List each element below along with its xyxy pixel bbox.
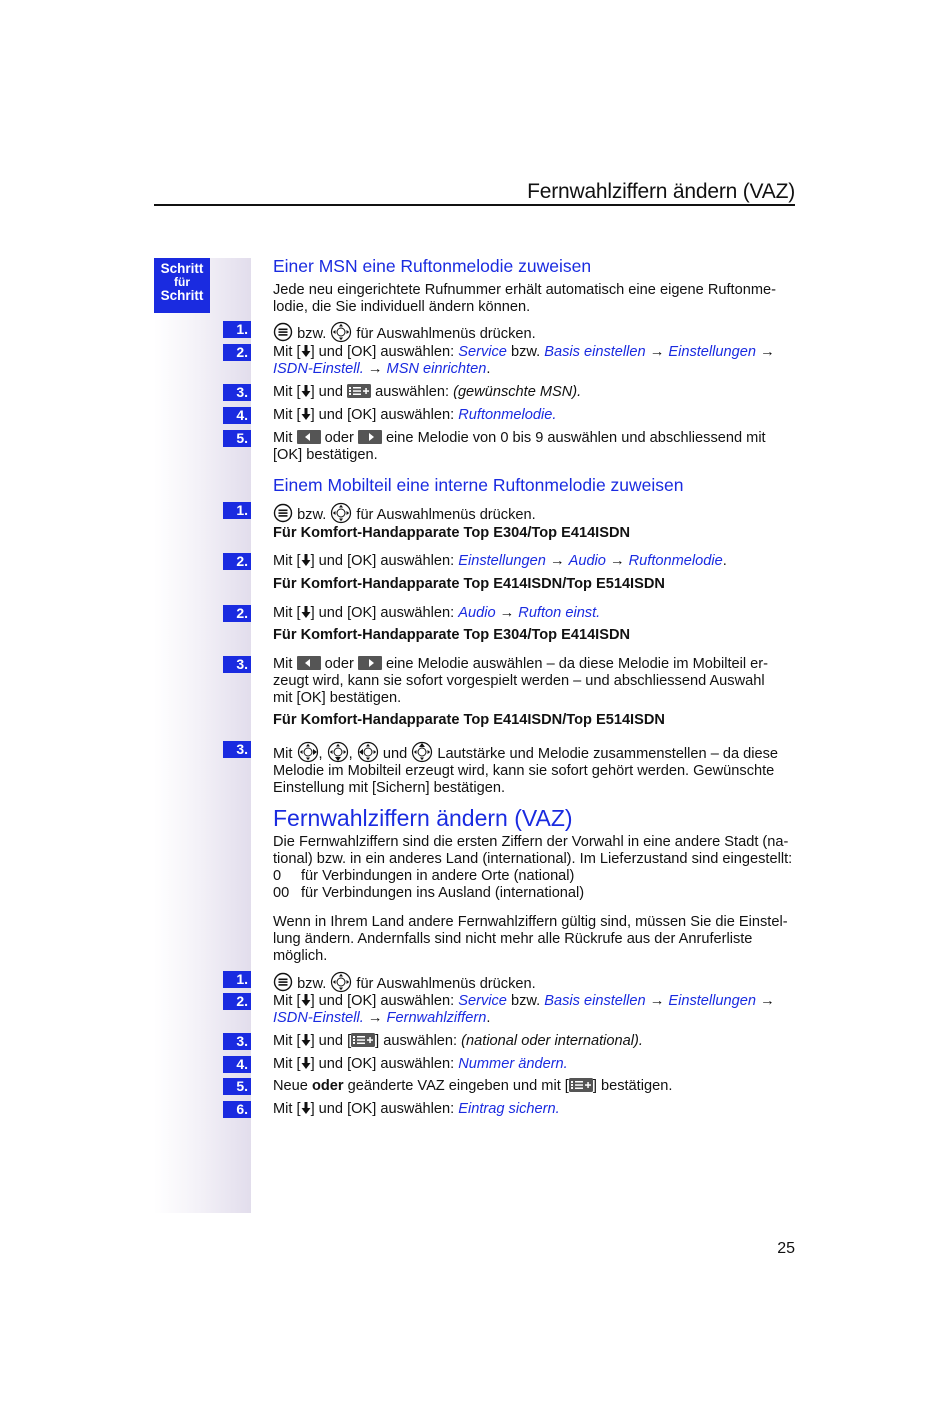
menu-path-link[interactable]: Basis einstellen <box>544 344 646 360</box>
step-text-part: und <box>382 746 408 762</box>
code-row <box>273 868 798 885</box>
left-key-icon <box>297 430 321 444</box>
arrow-right-glyph: → <box>549 553 565 569</box>
step-text-part: ] und [OK] auswählen: <box>310 407 455 423</box>
step-number: 5. <box>223 430 251 447</box>
right-key-icon <box>358 430 382 444</box>
step-text-part: ] und [OK] auswählen: <box>310 605 455 621</box>
menu-path-link[interactable]: MSN einrichten <box>386 361 487 377</box>
step-text-part: , <box>318 746 323 762</box>
menu-path-link[interactable]: Rufton einst. <box>518 605 601 621</box>
step-text-part: ] und <box>310 384 344 400</box>
step-number: 2. <box>223 553 251 570</box>
step-text-part: ] und [OK] auswählen: <box>310 553 455 569</box>
section-heading-vaz: Fernwahlziffern ändern (VAZ) <box>273 805 573 831</box>
arrow-down-icon <box>301 407 311 421</box>
section-heading-handset-melody: Einem Mobilteil eine interne Ruftonmelodie zuweisen <box>273 475 684 495</box>
arrow-down-icon <box>301 384 311 398</box>
step-text-part: ] und [OK] auswählen: <box>310 1056 455 1072</box>
menu-path-link[interactable]: Basis einstellen <box>544 993 646 1009</box>
menu-path-link[interactable]: Nummer ändern. <box>458 1056 568 1072</box>
left-key-icon <box>297 656 321 670</box>
menu-path-link[interactable]: Ruftonmelodie <box>628 553 723 569</box>
step-text-part: ] auswählen: <box>375 1033 458 1049</box>
step-text-part: Mit <box>273 430 293 446</box>
step-text-part: auswählen: <box>375 384 450 400</box>
step-text <box>273 1033 798 1050</box>
step-text-part: ] bestätigen. <box>592 1078 673 1094</box>
menu-path-link[interactable]: Service <box>458 993 507 1009</box>
menu-path-link[interactable]: Ruftonmelodie. <box>458 407 557 423</box>
step-number: 4. <box>223 1056 251 1073</box>
step-text <box>273 430 798 464</box>
arrow-right-glyph: → <box>367 361 383 377</box>
step-text-part: , <box>348 746 353 762</box>
menu-path-link[interactable]: Einstellungen <box>668 993 756 1009</box>
navigation-up-icon <box>411 741 433 763</box>
step-text-part: ] und [OK] auswählen: <box>310 993 455 1009</box>
step-number: 3. <box>223 1033 251 1050</box>
menu-path-link[interactable]: Audio <box>568 553 606 569</box>
step-text-part: Mit [ <box>273 605 301 621</box>
step-text <box>273 384 798 401</box>
step-text-part: . <box>722 553 727 569</box>
sfs-label-top: Schritt <box>160 261 204 276</box>
code-value: 00 <box>273 885 290 901</box>
handset-model-subheading: Für Komfort-Handapparate Top E414ISDN/Top E514ISDN <box>273 712 665 728</box>
step-text-part: Lautstärke und Melodie zusammenstellen – da diese <box>437 746 779 762</box>
step-text <box>273 741 798 797</box>
step-number: 1. <box>223 502 251 519</box>
handset-model-subheading: Für Komfort-Handapparate Top E304/Top E414ISDN <box>273 525 631 541</box>
menu-path-link[interactable]: ISDN-Einstell. <box>273 361 364 377</box>
step-text-part: . <box>486 361 491 377</box>
step-text-italic: (national oder international). <box>461 1033 643 1049</box>
arrow-down-icon <box>301 605 311 619</box>
step-number: 3. <box>223 741 251 758</box>
step-text-part: bzw. <box>297 326 327 342</box>
step-text-part: Mit [ <box>273 1101 301 1117</box>
menu-path-link[interactable]: Audio <box>458 605 496 621</box>
navigation-down-icon <box>327 741 349 763</box>
list-key-icon <box>351 1033 375 1047</box>
arrow-down-icon <box>301 1056 311 1070</box>
step-text-part: Mit [ <box>273 553 301 569</box>
step-number: 1. <box>223 971 251 988</box>
step-text-part: . <box>486 1010 491 1026</box>
right-key-icon <box>358 656 382 670</box>
step-text <box>273 1056 798 1073</box>
step-number: 2. <box>223 605 251 622</box>
step-text-part: eine Melodie auswählen – da diese Melodie im Mobilteil er- <box>385 656 769 672</box>
arrow-right-glyph: → <box>367 1010 383 1026</box>
step-text-part: bzw. <box>510 344 541 360</box>
menu-path-link[interactable]: ISDN-Einstell. <box>273 1010 364 1026</box>
step-text-part: Mit [ <box>273 344 301 360</box>
step-text-part: ] und [OK] auswählen: <box>310 1101 455 1117</box>
step-text-part: mit [OK] bestätigen. <box>273 690 402 706</box>
step-text-part: ] und [OK] auswählen: <box>310 344 455 360</box>
menu-path-link[interactable]: Fernwahlziffern <box>386 1010 487 1026</box>
step-text-part: oder <box>324 656 354 672</box>
step-text-part: Mit [ <box>273 407 301 423</box>
step-text-part: bzw. <box>510 993 541 1009</box>
step-text-part: Mit [ <box>273 384 301 400</box>
paragraph-line: Wenn in Ihrem Land andere Fernwahlziffern gültig sind, müssen Sie die Einstel- <box>273 914 788 930</box>
arrow-right-glyph: → <box>760 993 775 1009</box>
step-number: 3. <box>223 384 251 401</box>
paragraph-line: möglich. <box>273 948 328 964</box>
sfs-label-bottom: Schritt <box>160 288 204 303</box>
step-text-part: Melodie im Mobilteil erzeugt wird, kann sie sofort gehört werden. Gewünschte <box>273 763 775 779</box>
list-key-icon <box>569 1078 593 1092</box>
handset-model-subheading: Für Komfort-Handapparate Top E304/Top E414ISDN <box>273 627 631 643</box>
step-number: 5. <box>223 1078 251 1095</box>
step-text-part: Mit [ <box>273 1033 301 1049</box>
navigation-key-icon <box>330 502 352 524</box>
arrow-right-glyph: → <box>760 344 775 360</box>
step-number: 1. <box>223 321 251 338</box>
list-key-icon <box>347 384 371 398</box>
sfs-label-mid: für <box>174 275 190 289</box>
step-number: 6. <box>223 1101 251 1118</box>
step-number: 4. <box>223 407 251 424</box>
arrow-right-glyph: → <box>649 993 665 1009</box>
code-description: für Verbindungen in andere Orte (national) <box>301 868 575 884</box>
step-text <box>273 407 798 424</box>
section-paragraph <box>273 914 798 965</box>
step-text-part: Mit <box>273 656 293 672</box>
step-text <box>273 993 798 1027</box>
step-text <box>273 656 798 707</box>
navigation-left-icon <box>357 741 379 763</box>
intro-line: tional) bzw. in ein anderes Land (international). Im Lieferzustand sind eingestellt: <box>273 851 793 867</box>
arrow-down-icon <box>301 1101 311 1115</box>
navigation-key-icon <box>330 971 352 993</box>
step-text-part: zeugt wird, kann sie sofort vorgespielt werden – und abschliessend Auswahl <box>273 673 765 689</box>
arrow-down-icon <box>301 344 311 358</box>
code-row <box>273 885 798 902</box>
step-text-part: für Auswahlmenüs drücken. <box>356 976 536 992</box>
intro-line: Die Fernwahlziffern sind die ersten Ziffern der Vorwahl in eine andere Stadt (na- <box>273 834 789 850</box>
step-text-part: für Auswahlmenüs drücken. <box>356 507 536 523</box>
step-text-part: für Auswahlmenüs drücken. <box>356 326 536 342</box>
menu-path-link[interactable]: Einstellungen <box>668 344 756 360</box>
step-text-part: geänderte VAZ eingeben und mit [ <box>347 1078 569 1094</box>
step-text <box>273 553 798 570</box>
step-text <box>273 605 798 622</box>
arrow-down-icon <box>301 993 311 1007</box>
step-text <box>273 1078 798 1095</box>
step-text <box>273 971 798 993</box>
page-number: 25 <box>777 1240 795 1257</box>
step-number: 2. <box>223 993 251 1010</box>
step-text-part: bzw. <box>297 507 327 523</box>
step-text-part: Mit [ <box>273 1056 301 1072</box>
handset-model-subheading: Für Komfort-Handapparate Top E414ISDN/Top E514ISDN <box>273 576 665 592</box>
step-text <box>273 502 798 524</box>
paragraph-line: lung ändern. Andernfalls sind nicht mehr alle Rückrufe aus der Anruferliste <box>273 931 753 947</box>
arrow-right-glyph: → <box>649 344 665 360</box>
menu-path-link[interactable]: Service <box>458 344 507 360</box>
step-text-bold: oder <box>311 1078 344 1094</box>
step-text-part: eine Melodie von 0 bis 9 auswählen und abschliessend mit <box>385 430 766 446</box>
arrow-right-glyph: → <box>499 605 515 621</box>
menu-path-link[interactable]: Eintrag sichern. <box>458 1101 560 1117</box>
header-divider <box>154 204 795 206</box>
section-intro <box>273 834 798 902</box>
step-text-part: [OK] bestätigen. <box>273 447 378 463</box>
step-text-part: Mit <box>273 746 293 762</box>
step-text-part: Einstellung mit [Sichern] bestätigen. <box>273 780 506 796</box>
schritt-fuer-schritt-label <box>154 258 210 313</box>
step-text <box>273 344 798 378</box>
arrow-down-icon <box>301 1033 311 1047</box>
navigation-key-icon <box>330 321 352 343</box>
menu-key-icon <box>273 322 293 342</box>
step-text-italic: (gewünschte MSN). <box>453 384 582 400</box>
step-text-part: Neue <box>273 1078 308 1094</box>
step-number: 3. <box>223 656 251 673</box>
code-value: 0 <box>273 868 282 884</box>
menu-key-icon <box>273 972 293 992</box>
menu-path-link[interactable]: Einstellungen <box>458 553 546 569</box>
step-text-part: ] und [ <box>310 1033 352 1049</box>
section-heading-msn-melody: Einer MSN eine Ruftonmelodie zuweisen <box>273 256 592 276</box>
page-header-title: Fernwahlziffern ändern (VAZ) <box>527 180 795 203</box>
navigation-right-icon <box>297 741 319 763</box>
step-text-part: Mit [ <box>273 993 301 1009</box>
step-text <box>273 1101 798 1118</box>
step-text-part: bzw. <box>297 976 327 992</box>
section-intro: Jede neu eingerichtete Rufnummer erhält automatisch eine eigene Ruftonme- lodie, die Sie individuell ändern können. <box>273 282 776 315</box>
arrow-down-icon <box>301 553 311 567</box>
arrow-right-glyph: → <box>609 553 625 569</box>
step-text-part: oder <box>324 430 354 446</box>
step-text <box>273 321 798 343</box>
step-number: 2. <box>223 344 251 361</box>
code-description: für Verbindungen ins Ausland (international) <box>301 885 585 901</box>
menu-key-icon <box>273 503 293 523</box>
